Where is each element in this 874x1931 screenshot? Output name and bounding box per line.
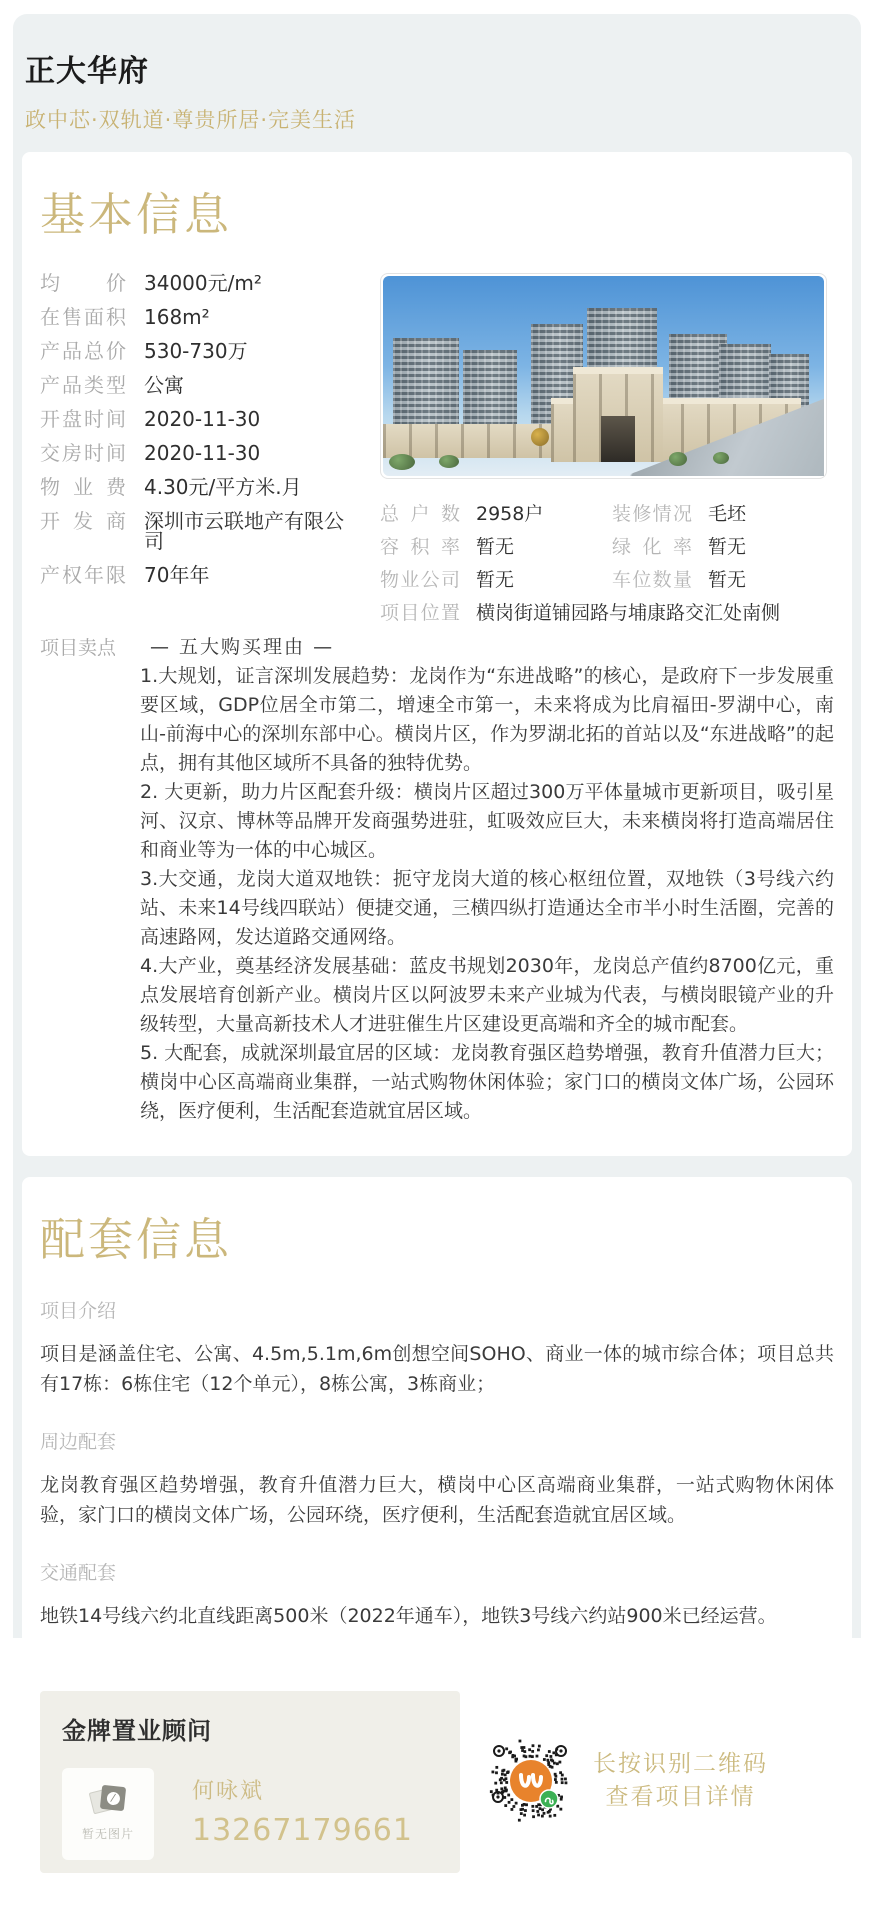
info-label: 产品类型 <box>40 373 126 397</box>
selling-points <box>40 633 834 1126</box>
basic-info-card <box>22 152 852 1156</box>
supporting-section-text: 项目是涵盖住宅、公寓、4.5m,5.1m,6m创想空间SOHO、商业一体的城市综合体；项目总共有17栋：6栋住宅（12个单元），8栋公寓，3栋商业； <box>40 1343 834 1395</box>
info-value: 暂无 <box>708 569 747 591</box>
info-row <box>40 273 362 293</box>
qr-caption-line1: 长按识别二维码 <box>593 1750 768 1777</box>
info-value: 2958户 <box>476 503 544 525</box>
info-value: 530-730万 <box>144 339 248 363</box>
info-value: 公寓 <box>144 373 184 397</box>
info-value: 168m² <box>144 305 210 329</box>
selling-point-paragraph: 4.大产业，奠基经济发展基础：蓝皮书规划2030年，龙岗总产值约8700亿元，重点发展培育创新产业。横岗片区以阿波罗未来产业城为代表，与横岗眼镜产业的升级转型，大量高新技术人才进驻催生片区建设更高端和齐全的城市配套。 <box>140 955 834 1035</box>
info-value: 深圳市云联地产有限公司 <box>144 509 344 553</box>
info-value: 34000元/m² <box>144 271 262 295</box>
info-row <box>380 538 602 557</box>
info-label: 物业公司 <box>380 569 460 591</box>
consultant-heading: 金牌置业顾问 <box>62 1717 212 1745</box>
supporting-section <box>40 1296 834 1399</box>
info-label: 装修情况 <box>612 503 692 525</box>
qr-group <box>487 1737 768 1825</box>
info-label: 在售面积 <box>40 305 126 329</box>
consultant-card <box>40 1691 460 1873</box>
info-row <box>40 341 362 361</box>
basic-info-right-column <box>380 273 834 623</box>
info-row <box>40 477 362 497</box>
info-label: 开发商 <box>40 509 126 533</box>
selling-points-body <box>140 633 834 1126</box>
no-image-icon: / <box>91 1786 125 1816</box>
selling-point-paragraph: 2. 大更新，助力片区配套升级：横岗片区超过300万平体量城市更新项目，吸引星河、汉京、博林等品牌开发商强势进驻，虹吸效应巨大，未来横岗将打造高端居住和商业等为一体的中心城区。 <box>140 781 834 861</box>
info-label: 总户数 <box>380 503 460 525</box>
info-label: 交房时间 <box>40 441 126 465</box>
qr-caption-line2: 查看项目详情 <box>605 1784 756 1810</box>
consultant-phone[interactable]: 13267179661 <box>192 1813 413 1848</box>
selling-points-headline: — 五大购买理由 — <box>150 636 335 658</box>
info-row <box>40 307 362 327</box>
info-row <box>380 505 602 524</box>
supporting-info-card <box>22 1177 852 1661</box>
info-label: 均价 <box>40 271 126 295</box>
basic-info-grid <box>380 505 834 590</box>
info-row <box>40 565 362 585</box>
supporting-section-text: 地铁14号线六约北直线距离500米（2022年通车），地铁3号线六约站900米已经运营。 <box>40 1605 777 1627</box>
info-row <box>612 538 834 557</box>
selling-point-paragraph: 1.大规划，证言深圳发展趋势：龙岗作为“东进战略”的核心，是政府下一步发展重要区域，GDP位居全市第二，增速全市第一，未来将成为比肩福田-罗湖中心，南山-前海中心的深圳东部中心。横岗片区，作为罗湖北拓的首站以及“东进战略”的起点，拥有其他区域所不具备的独特优势。 <box>140 665 834 774</box>
no-image-text: 暂无图片 <box>81 1827 134 1841</box>
listing-page <box>13 14 861 1848</box>
page-title: 正大华府 <box>25 54 149 89</box>
qr-code[interactable] <box>487 1737 575 1825</box>
info-row <box>612 571 834 590</box>
basic-info-left-column <box>40 273 362 623</box>
project-location-row <box>380 604 834 623</box>
supporting-section-label: 交通配套 <box>40 1562 117 1584</box>
info-row <box>40 375 362 395</box>
info-label: 项目位置 <box>380 602 460 624</box>
info-value: 70年年 <box>144 563 210 587</box>
consultant-footer <box>13 1691 861 1931</box>
qr-caption <box>593 1748 768 1815</box>
info-value: 2020-11-30 <box>144 407 261 431</box>
consultant-name: 何咏斌 <box>192 1779 265 1804</box>
info-value: 横岗街道铺园路与埔康路交汇处南侧 <box>476 602 781 624</box>
selling-point-paragraph: 3.大交通，龙岗大道双地铁：扼守龙岗大道的核心枢纽位置，双地铁（3号线六约站、未来14号线四联站）便捷交通，三横四纵打造通达全市半小时生活圈，完善的高速路网，发达道路交通网络。 <box>140 868 834 948</box>
info-value: 2020-11-30 <box>144 441 261 465</box>
property-rendering-image[interactable] <box>383 276 824 476</box>
info-value: 毛坯 <box>708 503 747 525</box>
supporting-section-label: 项目介绍 <box>40 1300 117 1322</box>
info-label: 开盘时间 <box>40 407 126 431</box>
info-label: 车位数量 <box>612 569 692 591</box>
info-row <box>380 571 602 590</box>
info-value: 4.30元/平方米.月 <box>144 475 302 499</box>
info-label: 绿化率 <box>612 536 692 558</box>
supporting-section <box>40 1427 834 1530</box>
selling-point-paragraph: 5. 大配套，成就深圳最宜居的区域：龙岗教育强区趋势增强，教育升值潜力巨大；横岗中心区高端商业集群，一站式购物休闲体验；家门口的横岗文体广场，公园环绕，医疗便利，生活配套造就宜居区域。 <box>140 1042 834 1122</box>
property-photo-frame <box>380 273 827 479</box>
supporting-section-label: 周边配套 <box>40 1431 117 1453</box>
info-row <box>612 505 834 524</box>
info-row <box>40 511 362 551</box>
consultant-avatar-placeholder <box>62 1768 154 1860</box>
supporting-section-text: 龙岗教育强区趋势增强，教育升值潜力巨大，横岗中心区高端商业集群，一站式购物休闲体验，家门口的横岗文体广场，公园环绕，医疗便利，生活配套造就宜居区域。 <box>40 1474 834 1526</box>
supporting-info-heading: 配套信息 <box>40 1213 233 1266</box>
info-row <box>40 443 362 463</box>
info-label: 物业费 <box>40 475 126 499</box>
page-header <box>13 14 861 134</box>
info-label: 容积率 <box>380 536 460 558</box>
info-row <box>40 409 362 429</box>
info-label: 产权年限 <box>40 563 126 587</box>
info-label: 产品总价 <box>40 339 126 363</box>
info-value: 暂无 <box>476 569 515 591</box>
basic-info-heading: 基本信息 <box>40 188 233 241</box>
page-subtitle: 政中芯·双轨道·尊贵所居·完美生活 <box>25 108 357 132</box>
info-value: 暂无 <box>476 536 515 558</box>
selling-points-label: 项目卖点 <box>40 637 117 659</box>
info-value: 暂无 <box>708 536 747 558</box>
supporting-section <box>40 1558 834 1631</box>
